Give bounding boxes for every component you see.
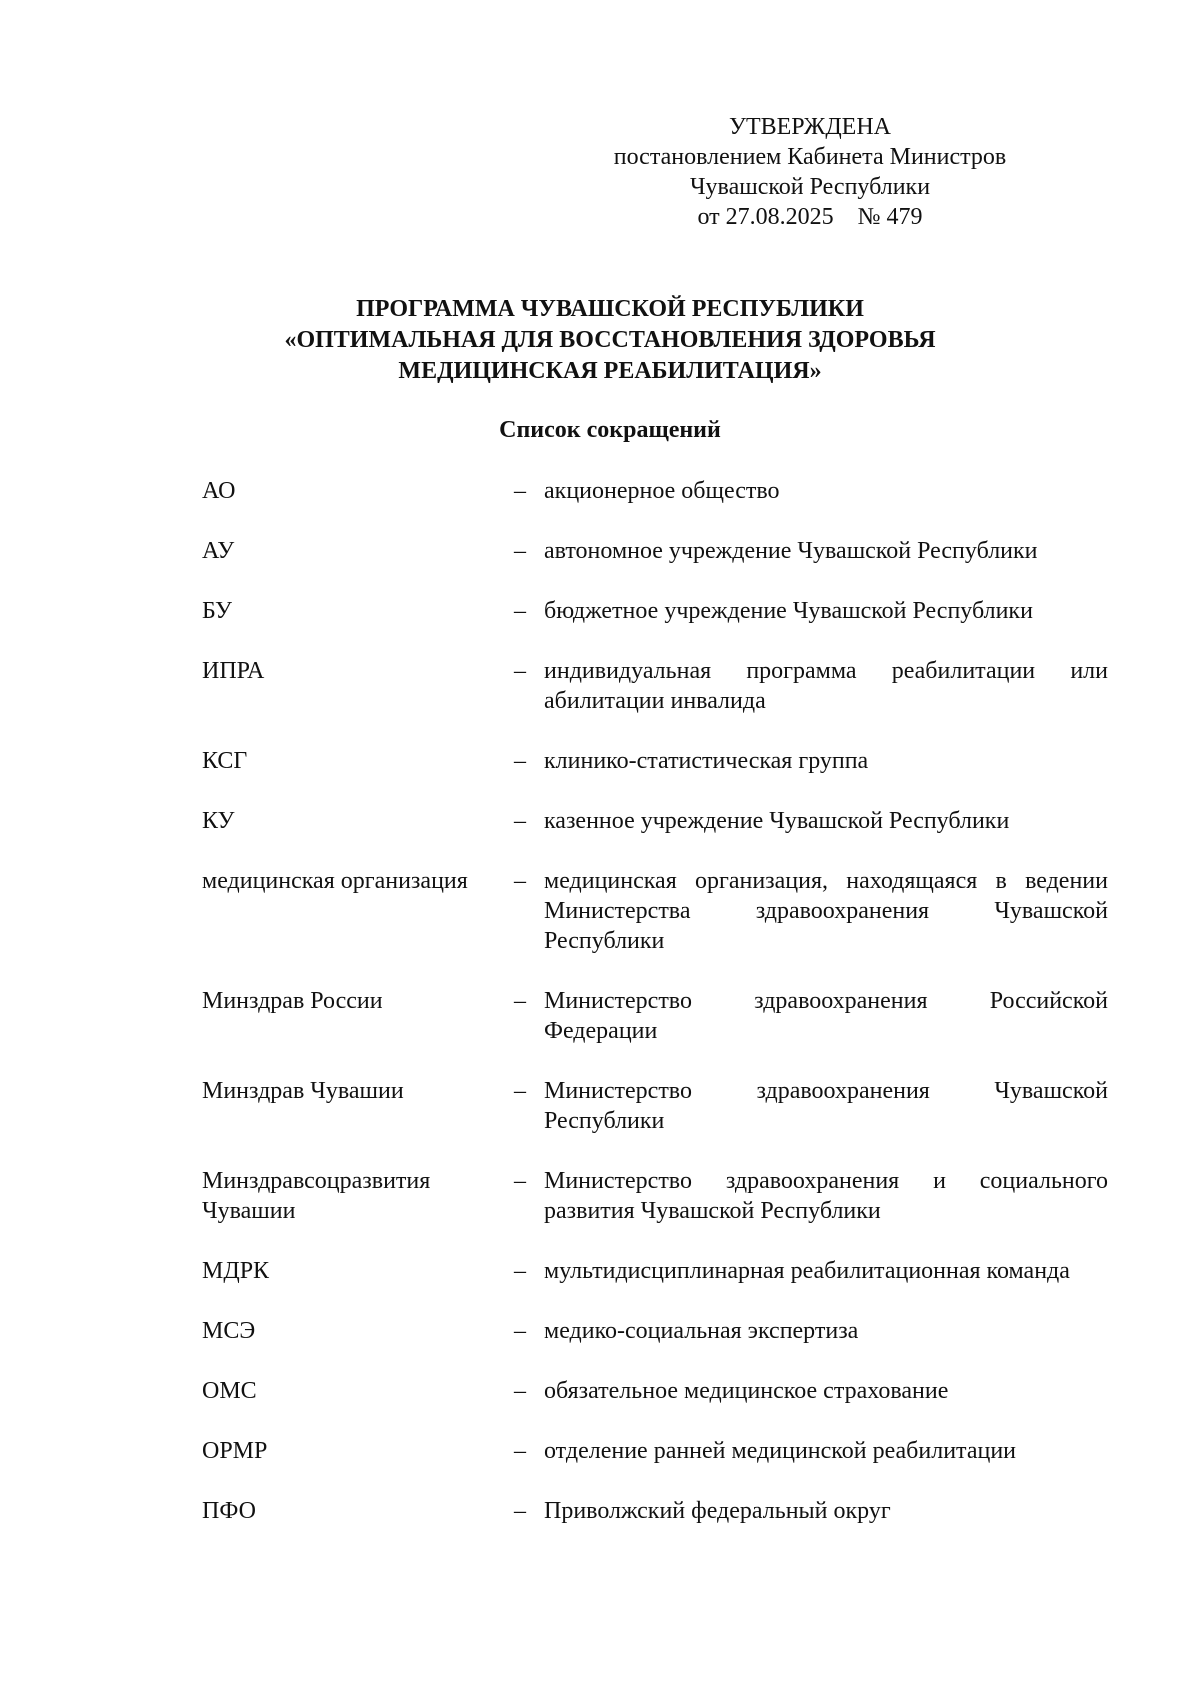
abbreviation-term: КУ xyxy=(202,808,235,834)
abbreviation-row xyxy=(202,656,1122,716)
abbreviation-dash: – xyxy=(514,1318,526,1344)
abbreviation-term: ОМС xyxy=(202,1378,257,1404)
abbreviation-term: ПФО xyxy=(202,1498,256,1524)
abbreviation-definition: клинико-статистическая группа xyxy=(544,748,869,774)
abbreviation-term: КСГ xyxy=(202,748,248,774)
abbreviation-definition: автономное учреждение Чувашской Республики xyxy=(544,538,1038,564)
abbreviation-dash: – xyxy=(514,748,526,774)
abbreviation-definition: Приволжский федеральный округ xyxy=(544,1498,891,1524)
abbreviation-row xyxy=(202,1076,1122,1136)
abbreviation-definition: мультидисциплинарная реабилитационная команда xyxy=(544,1258,1070,1284)
abbreviation-row xyxy=(202,1256,1122,1286)
abbreviation-term: МСЭ xyxy=(202,1318,256,1344)
abbreviation-dash: – xyxy=(514,1258,526,1284)
abbreviation-term: ИПРА xyxy=(202,658,265,684)
abbreviation-term: ОРМР xyxy=(202,1438,268,1464)
abbreviation-row xyxy=(202,866,1122,956)
abbreviation-definition: Министерство здравоохранения Российской Федерации xyxy=(544,988,1108,1044)
abbreviation-term: медицинская организация xyxy=(202,868,468,894)
abbreviation-list xyxy=(202,476,1122,1556)
abbreviation-definition: обязательное медицинское страхование xyxy=(544,1378,949,1404)
abbreviation-dash: – xyxy=(514,1168,526,1194)
abbreviation-definition: акционерное общество xyxy=(544,478,780,504)
approval-stamp xyxy=(560,112,1060,232)
abbreviation-row xyxy=(202,1436,1122,1466)
approval-status: УТВЕРЖДЕНА xyxy=(728,114,892,140)
abbreviation-row xyxy=(202,596,1122,626)
abbreviation-dash: – xyxy=(514,1438,526,1464)
approval-issuer-region: Чувашской Республики xyxy=(689,174,931,200)
abbreviation-row xyxy=(202,746,1122,776)
abbreviation-row xyxy=(202,1496,1122,1526)
approval-date-number: от 27.08.2025 № 479 xyxy=(697,204,923,230)
abbreviation-row xyxy=(202,1316,1122,1346)
abbreviation-dash: – xyxy=(514,538,526,564)
abbreviation-dash: – xyxy=(514,988,526,1014)
abbreviation-dash: – xyxy=(514,1078,526,1104)
abbreviation-dash: – xyxy=(514,1498,526,1524)
approval-issuer: постановлением Кабинета Министров xyxy=(613,144,1007,170)
abbreviation-dash: – xyxy=(514,658,526,684)
section-title: Список сокращений xyxy=(499,417,721,443)
abbreviation-row xyxy=(202,986,1122,1046)
title-line-1: ПРОГРАММА ЧУВАШСКОЙ РЕСПУБЛИКИ xyxy=(356,296,864,322)
abbreviation-row xyxy=(202,476,1122,506)
abbreviation-term: АО xyxy=(202,478,236,504)
abbreviation-definition: Министерство здравоохранения Чувашской Республики xyxy=(544,1078,1108,1134)
abbreviation-row xyxy=(202,1166,1122,1226)
abbreviation-dash: – xyxy=(514,478,526,504)
abbreviation-row xyxy=(202,806,1122,836)
abbreviation-dash: – xyxy=(514,598,526,624)
abbreviation-definition: отделение ранней медицинской реабилитации xyxy=(544,1438,1017,1464)
document-title xyxy=(170,294,1050,387)
abbreviation-term: Минздрав России xyxy=(202,988,383,1014)
abbreviation-dash: – xyxy=(514,808,526,834)
abbreviation-dash: – xyxy=(514,868,526,894)
abbreviation-definition: медико-социальная экспертиза xyxy=(544,1318,859,1344)
abbreviation-term: АУ xyxy=(202,538,235,564)
abbreviation-term: Минздравсоцразвития Чувашии xyxy=(202,1168,431,1224)
abbreviation-definition: индивидуальная программа реабилитации или абилитации инвалида xyxy=(544,658,1108,714)
abbreviation-term: МДРК xyxy=(202,1258,270,1284)
abbreviation-definition: медицинская организация, находящаяся в ведении Министерства здравоохранения Чувашской Республики xyxy=(544,868,1108,954)
title-line-2: «ОПТИМАЛЬНАЯ ДЛЯ ВОССТАНОВЛЕНИЯ ЗДОРОВЬЯ xyxy=(284,327,936,353)
abbreviation-definition: бюджетное учреждение Чувашской Республики xyxy=(544,598,1033,624)
abbreviation-row xyxy=(202,1376,1122,1406)
abbreviation-term: БУ xyxy=(202,598,232,624)
abbreviation-dash: – xyxy=(514,1378,526,1404)
abbreviation-definition: казенное учреждение Чувашской Республики xyxy=(544,808,1010,834)
abbreviation-term: Минздрав Чувашии xyxy=(202,1078,404,1104)
abbreviation-definition: Министерство здравоохранения и социального развития Чувашской Республики xyxy=(544,1168,1108,1224)
abbreviation-row xyxy=(202,536,1122,566)
title-line-3: МЕДИЦИНСКАЯ РЕАБИЛИТАЦИЯ» xyxy=(398,358,822,384)
